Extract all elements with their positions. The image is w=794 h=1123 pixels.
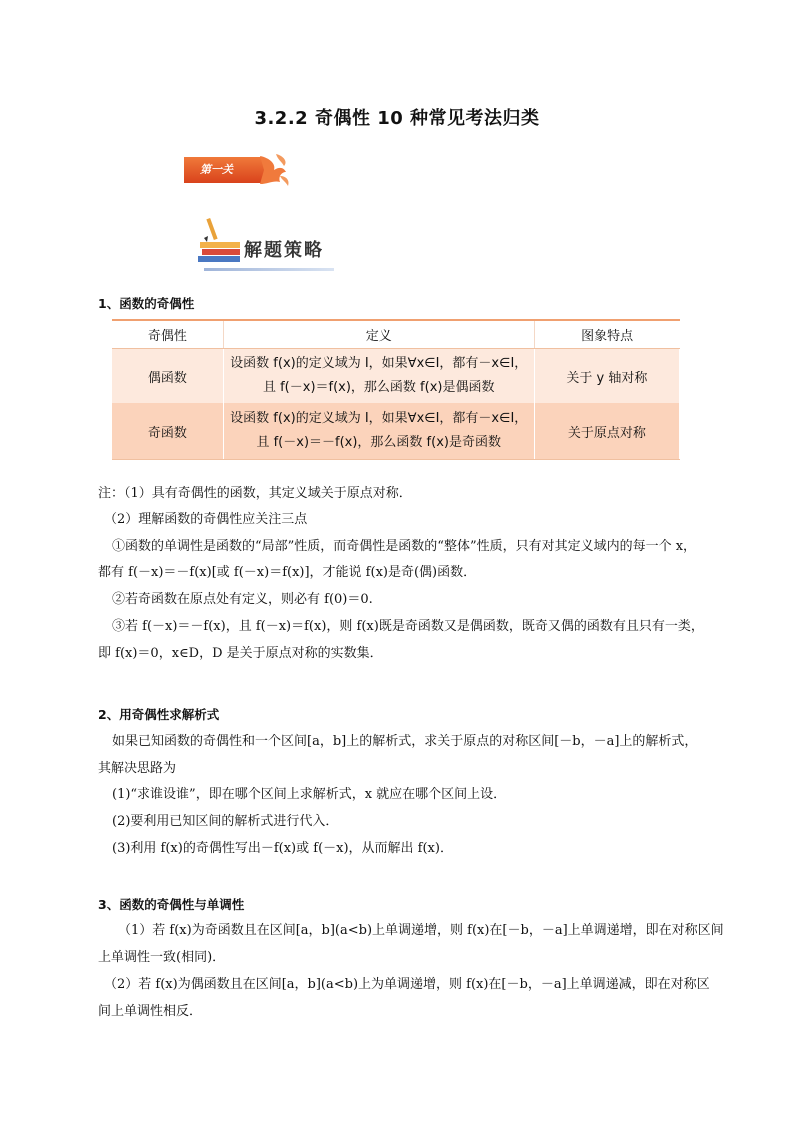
table-header-cell: 图象特点 <box>534 320 679 349</box>
table-cell-definition <box>223 403 534 460</box>
note-line: 都有 f(－x)＝－f(x)[或 f(－x)＝f(x)]，才能说 f(x)是奇(偶)函数． <box>98 565 477 580</box>
table-cell-feature: 关于 y 轴对称 <box>534 349 679 404</box>
level-banner <box>184 150 294 190</box>
note-line: ③若 f(－x)＝－f(x)，且 f(－x)＝f(x)，则 f(x)既是奇函数又是偶函数，既奇又偶的函数有且只有一类， <box>112 619 704 634</box>
paragraph-line: （1）若 f(x)为奇函数且在区间[a，b](a<b)上单调递增，则 f(x)在[－b，－a]上单调递增，即在对称区间 <box>118 923 724 938</box>
paragraph-line: 间上单调性相反． <box>98 1004 203 1019</box>
note-line: 即 f(x)＝0，x∈D，D 是关于原点对称的实数集． <box>98 646 383 661</box>
paragraph-line: 上单调性一致(相同)． <box>98 950 226 965</box>
section-heading-1: 1、函数的奇偶性 <box>98 296 195 311</box>
strategy-header <box>196 212 346 272</box>
paragraph-line: (1)“求谁设谁”，即在哪个区间上求解析式，x 就应在哪个区间上设． <box>112 787 507 802</box>
table-cell-type: 奇函数 <box>112 403 223 460</box>
table-row <box>112 349 680 404</box>
document-title: 3.2.2 奇偶性 10 种常见考法归类 <box>254 108 540 129</box>
definition-line: 且 f(－x)＝f(x)，那么函数 f(x)是偶函数 <box>262 380 495 395</box>
table-cell-definition <box>223 349 534 404</box>
note-line: ①函数的单调性是函数的“局部”性质，而奇偶性是函数的“整体”性质，只有对其定义域内的每一个 x， <box>112 539 697 554</box>
section-heading-3: 3、函数的奇偶性与单调性 <box>98 897 245 912</box>
table-header-cell: 奇偶性 <box>112 320 223 349</box>
note-line: 注：（1）具有奇偶性的函数，其定义域关于原点对称． <box>98 486 412 501</box>
strategy-label: 解题策略 <box>244 240 324 261</box>
note-line: （2）理解函数的奇偶性应关注三点 <box>104 512 308 527</box>
paragraph-line: 如果已知函数的奇偶性和一个区间[a，b]上的解析式，求关于原点的对称区间[－b，－a]上的解析式， <box>112 734 698 749</box>
books-icon <box>196 212 244 270</box>
table-header-cell: 定义 <box>223 320 534 349</box>
level-banner-label: 第一关 <box>184 157 264 183</box>
definition-line: 设函数 f(x)的定义域为 I，如果∀x∈I，都有－x∈I， <box>230 356 528 371</box>
paragraph-line: 其解决思路为 <box>98 761 177 776</box>
table-cell-type: 偶函数 <box>112 349 223 404</box>
paragraph-line: (3)利用 f(x)的奇偶性写出－f(x)或 f(－x)，从而解出 f(x)． <box>112 841 453 856</box>
table-row <box>112 403 680 460</box>
table-header-row <box>112 320 680 349</box>
parity-table <box>112 319 680 460</box>
strategy-underline <box>204 268 334 271</box>
flame-ornament-icon <box>254 150 294 190</box>
paragraph-line: （2）若 f(x)为偶函数且在区间[a，b](a<b)上为单调递增，则 f(x)在[－b，－a]上单调递减，即在对称区 <box>104 977 710 992</box>
table-cell-feature: 关于原点对称 <box>534 403 679 460</box>
paragraph-line: (2)要利用已知区间的解析式进行代入． <box>112 814 339 829</box>
definition-line: 且 f(－x)＝－f(x)，那么函数 f(x)是奇函数 <box>256 435 501 450</box>
note-line: ②若奇函数在原点处有定义，则必有 f(0)＝0. <box>112 592 373 607</box>
section-heading-2: 2、用奇偶性求解析式 <box>98 707 220 722</box>
definition-line: 设函数 f(x)的定义域为 I，如果∀x∈I，都有－x∈I， <box>230 411 528 426</box>
